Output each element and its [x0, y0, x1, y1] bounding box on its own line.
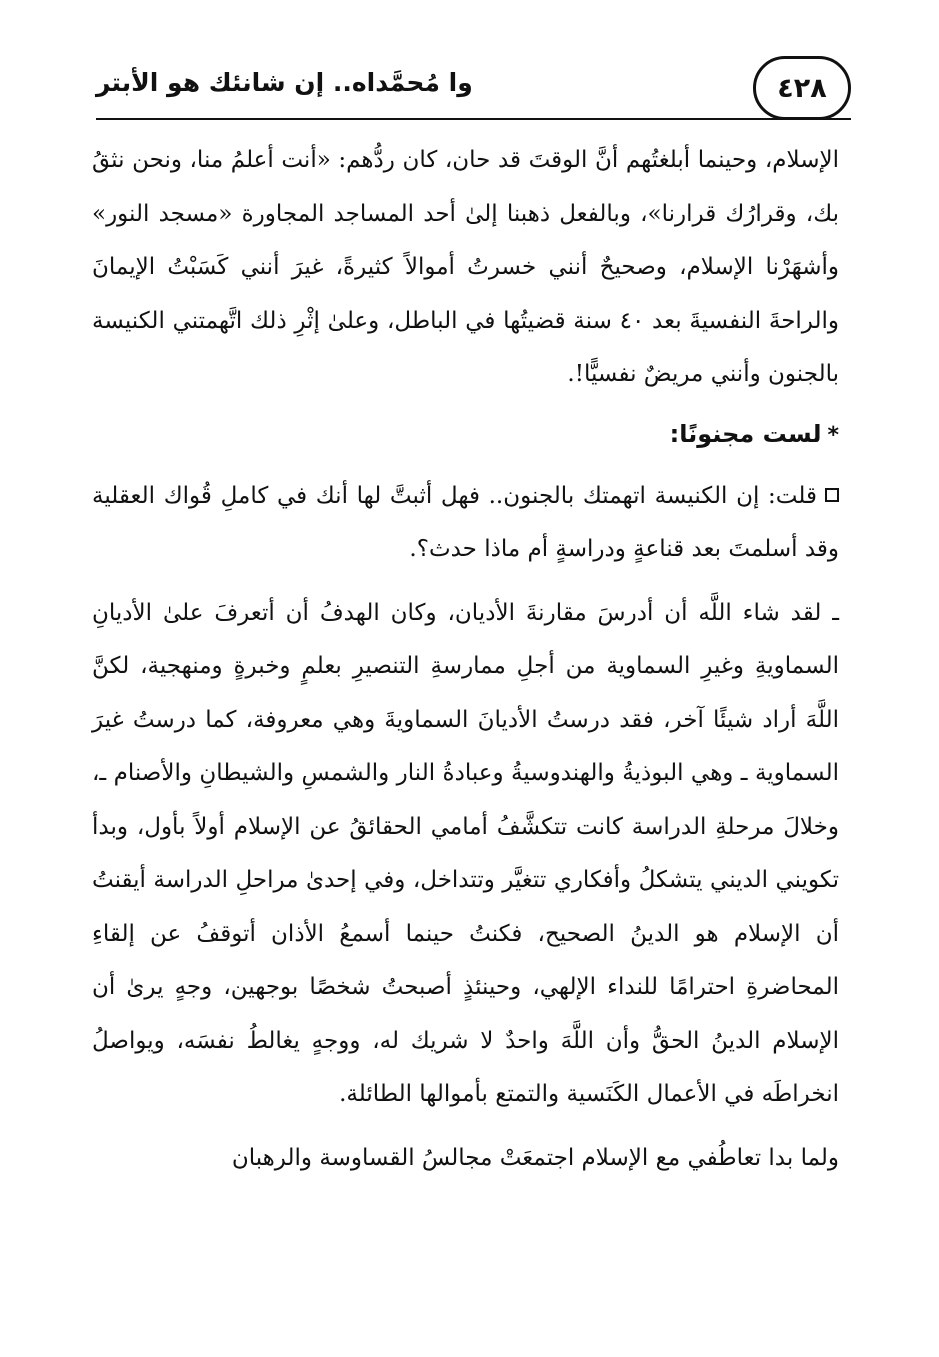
- running-title: وا مُحمَّداه.. إن شانئك هو الأبتر: [96, 68, 473, 97]
- paragraph-1: الإسلام، وحينما أبلغتُهم أنَّ الوقتَ قد حان، كان ردُّهم: «أنت أعلمُ منا، ونحن نثقُ بك، وقرارُك قرارنا»، وبالفعل ذهبنا إلىٰ أحد المساجد المجاورة «مسجد النور» وأشهَرْنا الإسلام، وصحيحٌ أنني خسرتُ أموالاً كثيرةً، غيرَ أنني كَسَبْتُ الإيمانَ والراحةَ النفسيةَ بعد ٤٠ سنة قضيتُها في الباطل، وعلىٰ إثْرِ ذلك اتَّهمتني الكنيسة بالجنون وأنني مريضٌ نفسيًّا!.: [92, 147, 839, 387]
- page-number: ٤٢٨: [753, 56, 851, 120]
- page-body: [92, 134, 839, 1185]
- question-label: قلت:: [759, 482, 817, 509]
- star-icon: *: [827, 422, 839, 448]
- section-heading: [92, 406, 839, 464]
- spacer: [92, 1122, 839, 1132]
- answer-paragraph: ـ لقد شاء اللَّه أن أدرسَ مقارنةَ الأديان، وكان الهدفُ أن أتعرفَ علىٰ الأديانِ السماويةِ وغيرِ السماوية من أجلِ ممارسةِ التنصيرِ بعلمٍ وخبرةٍ ومنهجية، لكنَّ اللَّهَ أراد شيئًا آخر، فقد درستُ الأديانَ السماويةَ وهي معروفة، كما درستُ غيرَ السماوية ـ وهي البوذيةُ والهندوسيةُ وعبادةُ النار والشمسِ والشيطانِ والأصنام ـ، وخلالَ مرحلةِ الدراسة كانت تتكشَّفُ أمامي الحقائقُ عن الإسلام أولاً بأول، وبدأ تكويني الديني يتشكلُ وأفكاري تتغيَّر وتتداخل، وفي إحدىٰ مراحلِ الدراسة أيقنتُ أن الإسلام هو الدينُ الصحيح، فكنتُ حينما أسمعُ الأذان أتوقفُ عن إلقاءِ المحاضرةِ احترامًا للنداء الإلهي، وحينئذٍ أصبحتُ شخصًا بوجهين، وجهٍ يرىٰ أن الإسلام الدينُ الحقُّ وأن اللَّهَ واحدٌ لا شريك له، ووجهٍ يغالطُ نفسَه، ويواصلُ انخراطَه في الأعمال الكَنَسية والتمتع بأموالها الطائلة.: [92, 599, 839, 1107]
- header-rule: [96, 118, 851, 120]
- question-paragraph: [92, 470, 839, 577]
- square-bullet-icon: [825, 488, 839, 502]
- section-heading-text: لست مجنونًا:: [669, 419, 822, 448]
- question-text: إن الكنيسة اتهمتك بالجنون.. فهل أثبتَّ لها أنك في كاملِ قُواك العقلية وقد أسلمتَ بعد قناعةٍ ودراسةٍ أم ماذا حدث؟.: [92, 482, 839, 562]
- spacer: [92, 577, 839, 587]
- paragraph-3: ولما بدا تعاطُفي مع الإسلام اجتمعَتْ مجالسُ القساوسة والرهبان: [231, 1144, 839, 1171]
- page-header: [96, 56, 851, 126]
